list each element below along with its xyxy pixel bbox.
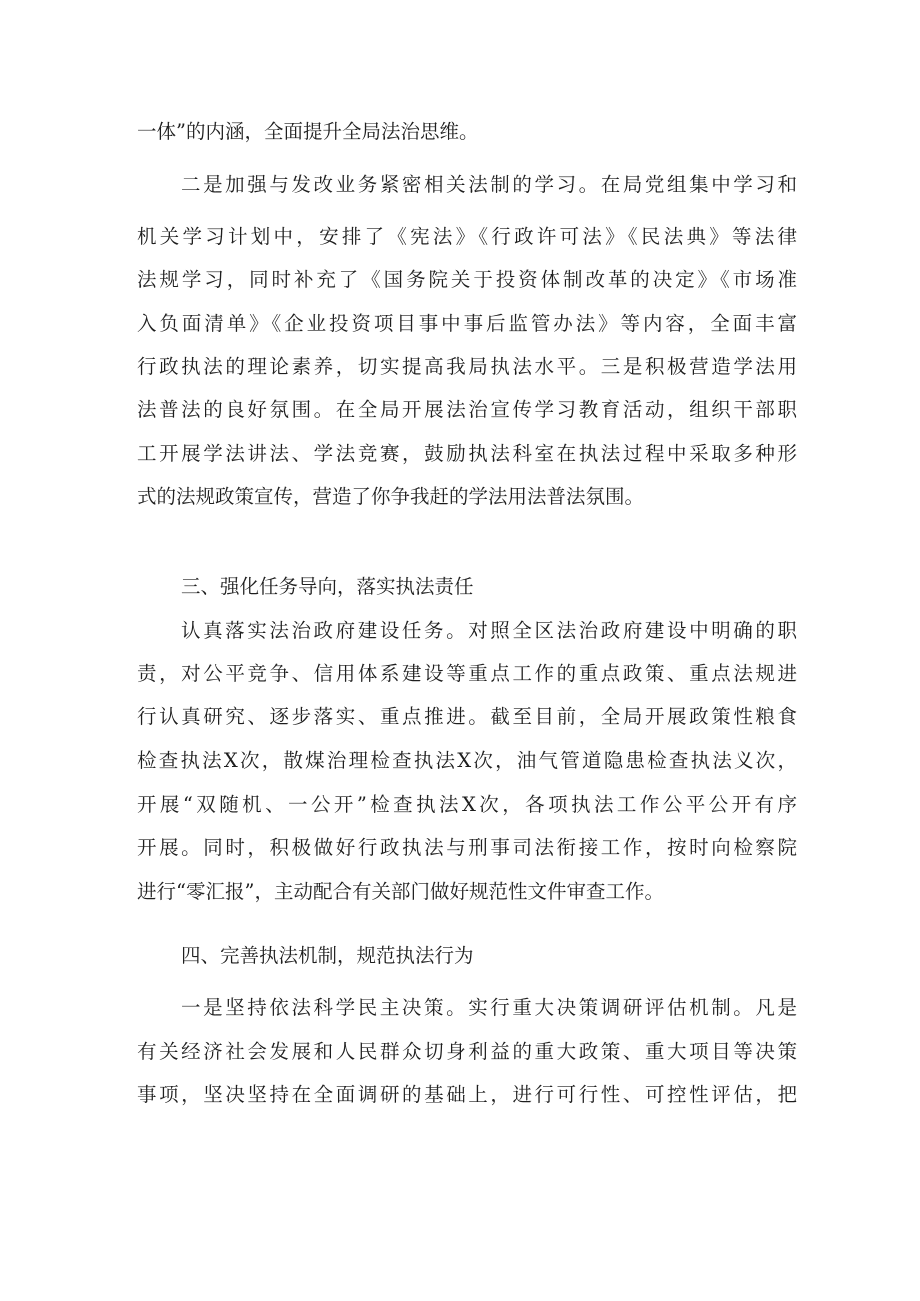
section-heading: 四、完善执法机制，规范执法行为 — [181, 944, 474, 967]
section-heading: 三、强化任务导向，落实执法责任 — [181, 575, 474, 598]
paragraph-line: 二是加强与发改业务紧密相关法制的学习。在局党组集中学习和 — [181, 173, 797, 196]
paragraph-line: 法普法的良好氛围。在全局开展法治宣传学习教育活动，组织干部职 — [137, 398, 797, 421]
paragraph-line: 一体”的内涵，全面提升全局法治思维。 — [137, 120, 479, 143]
paragraph-line: 有关经济社会发展和人民群众切身利益的重大政策、重大项目等决策 — [137, 1040, 797, 1063]
paragraph-line: 开展“双随机、一公开”检查执法X次，各项执法工作公平公开有序 — [137, 793, 797, 816]
paragraph-line: 开展。同时，积极做好行政执法与刑事司法衔接工作，按时向检察院 — [137, 836, 797, 859]
paragraph-line: 检查执法X次，散煤治理检查执法X次，油气管道隐患检查执法义次， — [137, 749, 797, 772]
paragraph-line: 一是坚持依法科学民主决策。实行重大决策调研评估机制。凡是 — [181, 996, 797, 1019]
paragraph-line: 机关学习计划中，安排了《宪法》《行政许可法》《民法典》等法律 — [137, 225, 797, 248]
paragraph-line: 责，对公平竞争、信用体系建设等重点工作的重点政策、重点法规进 — [137, 662, 797, 685]
paragraph-line: 式的法规政策宣传，营造了你争我赶的学法用法普法氛围。 — [137, 485, 645, 508]
paragraph-line: 工开展学法讲法、学法竞赛，鼓励执法科室在执法过程中采取多种形 — [137, 442, 797, 465]
paragraph-line: 入负面清单》《企业投资项目事中事后监管办法》等内容，全面丰富 — [137, 312, 797, 335]
paragraph-line: 进行“零汇报”，主动配合有关部门做好规范性文件审查工作。 — [137, 880, 664, 903]
paragraph-line: 行认真研究、逐步落实、重点推进。截至目前，全局开展政策性粮食 — [137, 705, 797, 728]
paragraph-line: 行政执法的理论素养，切实提高我局执法水平。三是积极营造学法用 — [137, 355, 797, 378]
paragraph-line: 事项，坚决坚持在全面调研的基础上，进行可行性、可控性评估，把 — [137, 1083, 797, 1106]
paragraph-line: 认真落实法治政府建设任务。对照全区法治政府建设中明确的职 — [181, 619, 797, 642]
paragraph-line: 法规学习，同时补充了《国务院关于投资体制改革的决定》《市场准 — [137, 268, 797, 291]
